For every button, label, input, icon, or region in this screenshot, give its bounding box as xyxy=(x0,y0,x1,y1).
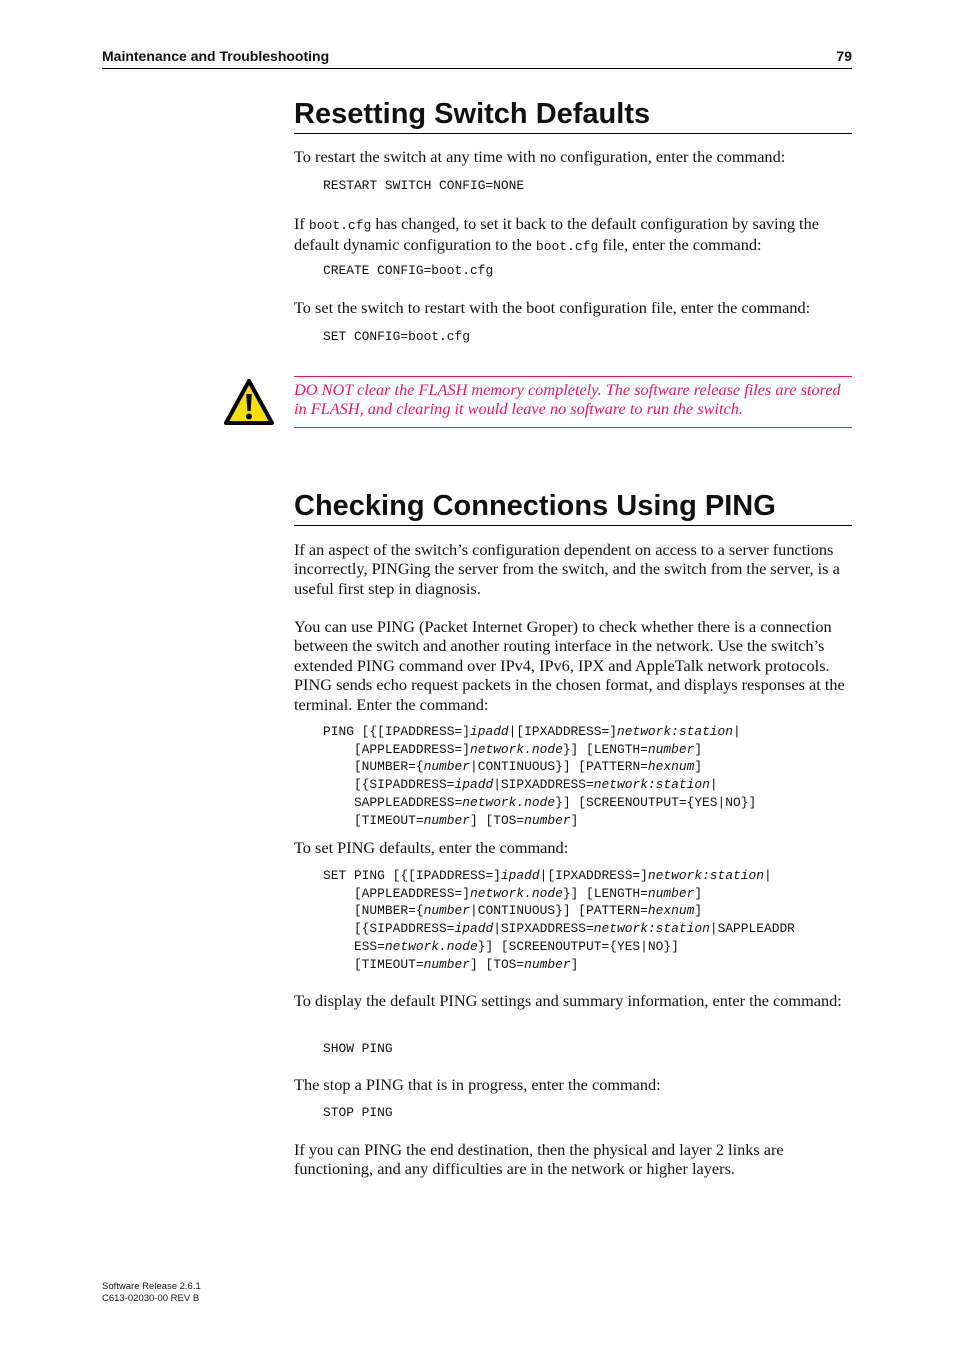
warning-text: DO NOT clear the FLASH memory completely. The software release files are stored in FLASH, and clearing it would leave no software to run the switch. xyxy=(294,380,841,419)
syntax-line xyxy=(323,868,772,883)
syntax-keyword: PING [{[IPADDRESS=] xyxy=(323,724,470,739)
warning-triangle-icon xyxy=(223,378,275,426)
syntax-keyword: [NUMBER={ xyxy=(323,903,424,919)
command-example: SHOW PING xyxy=(323,1041,393,1056)
warning-box xyxy=(294,376,852,428)
paragraph: To set the switch to restart with the boot configuration file, enter the command: xyxy=(294,298,811,317)
syntax-keyword: |CONTINUOUS}] [PATTERN= xyxy=(470,903,648,919)
syntax-keyword: ESS= xyxy=(323,938,385,954)
ping-command-syntax xyxy=(323,723,756,829)
syntax-keyword: [{SIPADDRESS= xyxy=(323,921,455,937)
syntax-keyword: ] xyxy=(694,903,703,919)
syntax-parameter: number xyxy=(423,903,470,919)
syntax-parameter: network:station xyxy=(647,868,764,883)
syntax-keyword: }] [LENGTH= xyxy=(562,885,648,901)
syntax-line xyxy=(323,886,702,901)
syntax-keyword: [TIMEOUT= xyxy=(323,956,424,972)
syntax-keyword: SET PING [{[IPADDRESS=] xyxy=(323,868,501,883)
syntax-keyword: ] [TOS= xyxy=(470,956,525,972)
syntax-parameter: hexnum xyxy=(647,759,695,775)
section-heading-resetting: Resetting Switch Defaults xyxy=(294,96,852,134)
command-example: SET CONFIG=boot.cfg xyxy=(323,329,470,344)
syntax-parameter: network.node xyxy=(384,938,478,954)
footer-docnumber: C613-02030-00 REV B xyxy=(102,1292,200,1304)
syntax-parameter: ipadd xyxy=(454,777,494,793)
syntax-keyword: | xyxy=(733,724,741,739)
syntax-line xyxy=(323,939,679,954)
syntax-parameter: network.node xyxy=(469,885,563,901)
header-section-title: Maintenance and Troubleshooting xyxy=(102,48,330,64)
paragraph: You can use PING (Packet Internet Groper) to check whether there is a connection between the switch and another routing interface in the network. Use the switch’s extended PING command over IPv4, IPv6, IPX and AppleTalk network protocols. PING sends echo request packets in the chosen format, and displays responses at the terminal. Enter the command: xyxy=(294,617,845,714)
syntax-keyword: }] [SCREENOUTPUT={YES|NO}] xyxy=(477,938,679,954)
syntax-keyword: ] xyxy=(694,759,703,775)
footer-release: Software Release 2.6.1 xyxy=(102,1281,201,1292)
syntax-line xyxy=(323,724,741,739)
syntax-keyword: | xyxy=(763,868,772,883)
syntax-keyword: |SIPXADDRESS= xyxy=(493,777,594,793)
command-example: CREATE CONFIG=boot.cfg xyxy=(323,263,494,278)
syntax-parameter: number xyxy=(647,885,695,901)
syntax-keyword: }] [LENGTH= xyxy=(562,741,648,757)
syntax-line xyxy=(323,777,718,792)
command-example: STOP PING xyxy=(323,1105,393,1120)
paragraph: The stop a PING that is in progress, enter the command: xyxy=(294,1075,661,1094)
syntax-line xyxy=(323,813,578,828)
syntax-keyword: SAPPLEADDRESS= xyxy=(323,794,463,810)
syntax-keyword: [{SIPADDRESS= xyxy=(323,777,455,793)
syntax-line xyxy=(323,795,756,810)
syntax-keyword: ] xyxy=(570,812,579,828)
syntax-keyword: |[IPXADDRESS=] xyxy=(508,724,617,739)
syntax-parameter: ipadd xyxy=(469,724,509,739)
syntax-line xyxy=(323,903,702,918)
page-number: 79 xyxy=(836,48,852,64)
syntax-keyword: ] [TOS= xyxy=(470,812,525,828)
syntax-keyword: [APPLEADDRESS=] xyxy=(323,885,470,901)
inline-code: boot.cfg xyxy=(535,239,599,255)
paragraph: To display the default PING settings and summary information, enter the command: xyxy=(294,991,842,1010)
syntax-line xyxy=(323,759,702,774)
syntax-parameter: number xyxy=(524,956,571,972)
syntax-keyword: }] [SCREENOUTPUT={YES|NO}] xyxy=(555,794,757,810)
paragraph: If you can PING the end destination, then the physical and layer 2 links are functioning, and any difficulties are in the network or higher layers. xyxy=(294,1140,784,1179)
inline-code: boot.cfg xyxy=(308,218,372,233)
running-header xyxy=(102,48,852,69)
syntax-keyword: | xyxy=(709,777,718,793)
paragraph: If an aspect of the switch’s configuration dependent on access to a server functions incorrectly, PINGing the server from the switch, and the switch from the server, is a useful first step in diagnosis. xyxy=(294,540,840,598)
syntax-parameter: number xyxy=(423,759,470,775)
section-heading-ping: Checking Connections Using PING xyxy=(294,488,852,526)
syntax-parameter: hexnum xyxy=(647,903,695,919)
paragraph: To set PING defaults, enter the command: xyxy=(294,838,569,857)
paragraph: To restart the switch at any time with no configuration, enter the command: xyxy=(294,147,786,166)
paragraph: If boot.cfg has changed, to set it back to the default configuration by saving the default dynamic configuration to the boot.cfg file, enter the command: xyxy=(294,214,819,255)
syntax-keyword: |CONTINUOUS}] [PATTERN= xyxy=(470,759,648,775)
command-example: RESTART SWITCH CONFIG=NONE xyxy=(323,178,525,193)
syntax-keyword: ] xyxy=(694,741,703,757)
syntax-parameter: ipadd xyxy=(500,868,540,883)
syntax-line xyxy=(323,742,702,757)
syntax-line xyxy=(323,921,795,936)
syntax-keyword: |SIPXADDRESS= xyxy=(493,921,594,937)
syntax-parameter: ipadd xyxy=(454,921,494,937)
syntax-parameter: network.node xyxy=(462,794,556,810)
syntax-keyword: [APPLEADDRESS=] xyxy=(323,741,470,757)
syntax-keyword: |SAPPLEADDR xyxy=(709,921,795,937)
syntax-parameter: number xyxy=(647,741,695,757)
syntax-parameter: number xyxy=(524,812,571,828)
syntax-parameter: network:station xyxy=(593,921,710,937)
syntax-parameter: number xyxy=(423,812,470,828)
syntax-parameter: number xyxy=(423,956,470,972)
footer xyxy=(102,1281,201,1304)
syntax-keyword: ] xyxy=(570,956,579,972)
syntax-keyword: [TIMEOUT= xyxy=(323,812,424,828)
syntax-keyword: |[IPXADDRESS=] xyxy=(539,868,648,883)
syntax-parameter: network.node xyxy=(469,741,563,757)
syntax-keyword: [NUMBER={ xyxy=(323,759,424,775)
syntax-keyword: ] xyxy=(694,885,703,901)
syntax-line xyxy=(323,957,578,972)
syntax-parameter: network:station xyxy=(593,777,710,793)
syntax-parameter: network:station xyxy=(616,724,734,739)
set-ping-command-syntax xyxy=(323,867,795,973)
